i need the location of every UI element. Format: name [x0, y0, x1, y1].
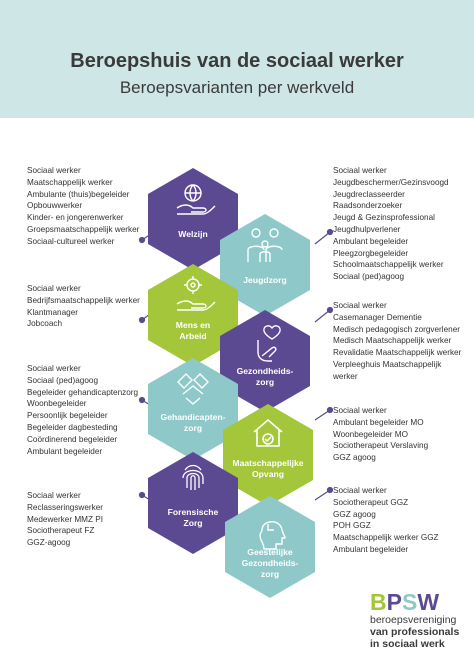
list-item: GGZ-agoog [27, 538, 71, 548]
connector-dot-gezondheidszorg [328, 308, 333, 313]
list-item: Bedrijfsmaatschappelijk werker [27, 295, 140, 305]
list-item: Opbouwwerker [27, 201, 83, 211]
list-welzijn [27, 165, 139, 248]
list-item: Ambulant begeleider [27, 446, 103, 456]
label-line: Jeugdzorg [243, 275, 287, 285]
list-mens-en-arbeid [27, 283, 140, 330]
list-item: Sociaal werker [27, 284, 81, 293]
list-jeugdzorg [333, 165, 449, 283]
list-item: Schoolmaatschappelijk werker [333, 260, 444, 270]
list-item: Sociaal werker [333, 166, 387, 175]
list-item: Woonbegeleider [27, 399, 87, 409]
label-line: Gezondheids- [241, 558, 299, 568]
list-item: Sociaal werker [27, 491, 81, 500]
list-item: Medisch pedagogisch zorgverlener [333, 324, 460, 334]
label-line: Maatschappelijke [232, 458, 304, 468]
list-gezondheidszorg [333, 300, 461, 383]
connector-dot-gehandicaptenzorg [140, 398, 145, 403]
hexagon-label-ggz [232, 547, 308, 580]
list-item: GGZ agoog [333, 453, 376, 463]
list-item: Coördinerend begeleider [27, 434, 118, 444]
page-subtitle: Beroepsvarianten per werkveld [119, 78, 355, 97]
logo-line-1: beroepsvereniging [370, 614, 457, 626]
connector-dot-mens-arbeid [140, 318, 145, 323]
list-item: Persoonlijk begeleider [27, 411, 108, 421]
logo-letter: W [417, 589, 440, 615]
connector-dot-forensische-zorg [140, 493, 145, 498]
label-line: Gezondheids- [236, 366, 294, 376]
label-line: Geestelijke [247, 547, 293, 557]
list-item: Begeleider gehandicaptenzorg [27, 387, 139, 397]
label-line: Welzijn [178, 229, 208, 239]
hexagon-label-jeugdzorg [230, 275, 300, 286]
list-item: Begeleider dagbesteding [27, 422, 118, 432]
list-item: Sociaal (ped)agoog [27, 375, 99, 385]
label-line: Mens en [175, 320, 211, 330]
list-item: Pleegzorgbegeleider [333, 248, 409, 258]
list-item: Revalidatie Maatschappelijk werker [333, 348, 462, 358]
connector-dot-jeugdzorg [328, 230, 333, 235]
label-line: Opvang [252, 469, 284, 479]
connector-dot-ggz [328, 488, 333, 493]
page-title: Beroepshuis van de sociaal werker [70, 50, 404, 72]
list-item: Jeugd & Gezinsprofessional [333, 213, 435, 223]
list-item: Sociotherapeut Verslaving [333, 441, 429, 451]
list-item: Sociaal werker [27, 166, 81, 175]
hexagon-label-welzijn [158, 229, 228, 240]
hexagon-label-maatschappelijke-opvang [226, 458, 310, 480]
label-line: Gehandicapten- [160, 412, 226, 422]
list-item: Jobcoach [27, 319, 63, 329]
connector-dot-welzijn [140, 238, 145, 243]
list-item: Sociotherapeut FZ [27, 526, 95, 536]
list-item: POH GGZ [333, 521, 371, 531]
list-item: Sociaal-cultureel werker [27, 236, 115, 246]
list-item: Woonbegeleider MO [333, 429, 408, 439]
list-item: Medisch Maatschappelijk werker [333, 336, 452, 346]
list-item: Verpleeghuis Maatschappelijk [333, 359, 442, 369]
list-forensische-zorg [27, 490, 103, 549]
list-item: Kinder- en jongerenwerker [27, 213, 124, 223]
label-line: Forensische [167, 507, 219, 517]
list-item: Sociaal werker [27, 364, 81, 373]
hexagon-label-forensische-zorg [158, 507, 228, 529]
hexagon-label-mens-en-arbeid [158, 320, 228, 342]
logo-letter: S [401, 589, 418, 615]
list-item: Casemanager Dementie [333, 312, 422, 322]
logo-letter: B [370, 589, 387, 615]
list-item: Ambulante (thuis)begeleider [27, 189, 130, 199]
list-item: Sociotherapeut GGZ [333, 497, 409, 507]
list-item: Klantmanager [27, 307, 78, 317]
list-item: Medewerker MMZ PI [27, 514, 103, 524]
label-line: Zorg [183, 518, 203, 528]
logo-mark [370, 590, 459, 614]
logo-letter: P [386, 589, 402, 615]
logo-line-3: in sociaal werk [370, 638, 445, 650]
label-line: zorg [260, 569, 280, 579]
list-item: GGZ agoog [333, 509, 376, 519]
hexagon-label-gehandicaptenzorg [154, 412, 232, 434]
list-item: Sociaal (ped)agoog [333, 272, 405, 282]
list-item: Sociaal werker [333, 406, 387, 415]
label-line: zorg [183, 423, 203, 433]
list-item: Raadsonderzoeker [333, 201, 403, 211]
list-item: Sociaal werker [333, 486, 387, 495]
list-item: Jeugdreclasseerder [333, 189, 405, 199]
list-ggz [333, 485, 439, 556]
list-item: Sociaal werker [333, 301, 387, 310]
logo-line-2: van professionals [370, 626, 460, 638]
label-line: zorg [255, 377, 275, 387]
list-item: Ambulant begeleider [333, 236, 409, 246]
list-item: Jeugdhulpverlener [333, 224, 401, 234]
list-item: Jeugdbeschermer/Gezinsvoogd [333, 177, 449, 187]
list-maatschappelijke-opvang [333, 405, 428, 464]
connector-dot-maatschappelijke-opvang [328, 408, 333, 413]
hexagon-label-gezondheidszorg [228, 366, 302, 388]
list-item: Maatschappelijk werker [27, 177, 113, 187]
label-line: Arbeid [179, 331, 207, 341]
list-item: Reclasseringswerker [27, 502, 103, 512]
list-item: werker [333, 371, 358, 381]
list-item: Ambulant begeleider MO [333, 417, 424, 427]
list-item: Ambulant begeleider [333, 544, 409, 554]
list-item: Maatschappelijk werker GGZ [333, 533, 439, 543]
list-gehandicaptenzorg [27, 363, 138, 457]
bpsw-logo [370, 590, 459, 650]
list-item: Groepsmaatschappelijk werker [27, 224, 140, 234]
